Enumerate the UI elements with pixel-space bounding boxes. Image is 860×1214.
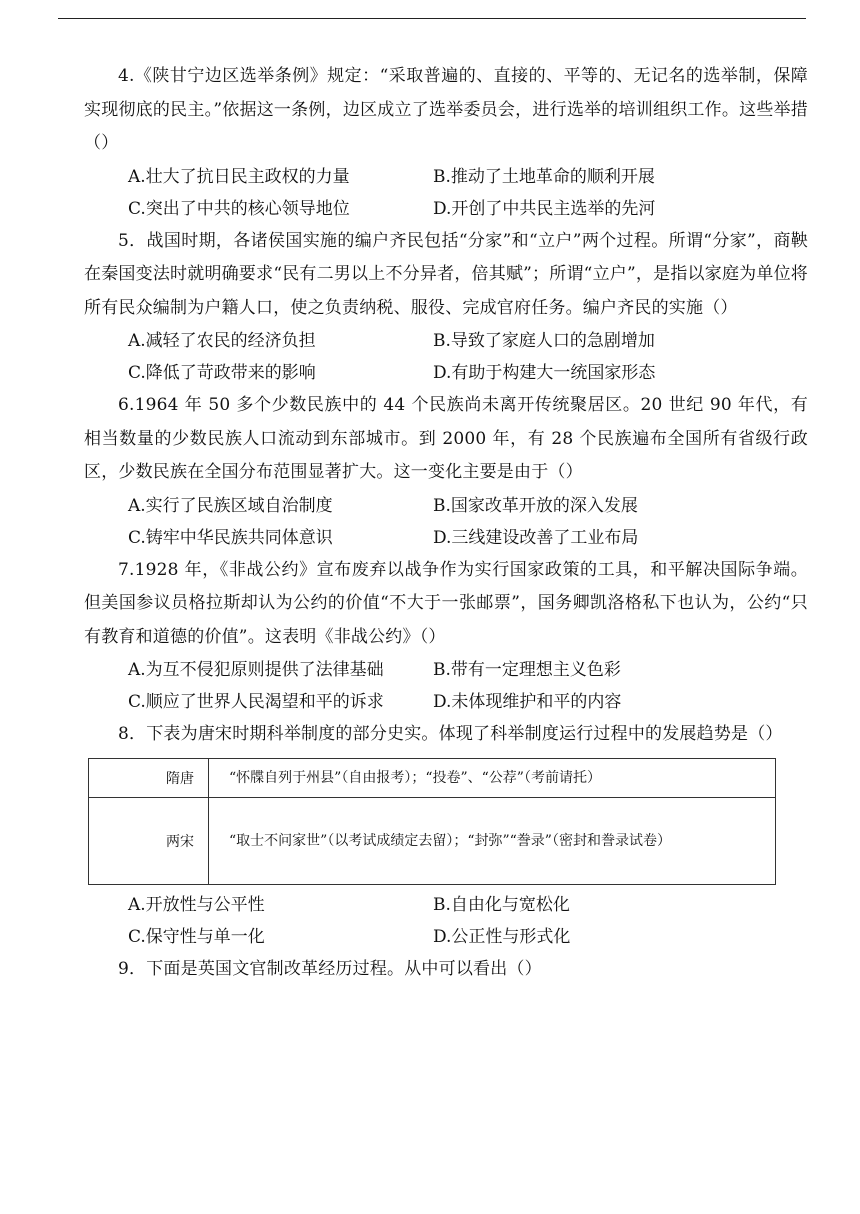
q6-option-b[interactable]: B.国家改革开放的深入发展 [433, 495, 638, 516]
q4-option-a[interactable]: A.壮大了抗日民主政权的力量 [128, 166, 350, 187]
exam-content [84, 60, 808, 986]
q7-option-a[interactable]: A.为互不侵犯原则提供了法律基础 [128, 660, 384, 680]
question-8-options [84, 889, 808, 953]
question-4-stem: 4.《陕甘宁边区选举条例》规定：“采取普遍的、直接的、平等的、无记名的选举制，保障实现彻底的民主。”依据这一条例，边区成立了选举委员会，进行选举的培训组织工作。这些举措（） [84, 66, 808, 153]
question-9-stem: 9．下面是英国文官制改革经历过程。从中可以看出（） [118, 958, 542, 979]
q8-option-d[interactable]: D.公正性与形式化 [433, 926, 571, 947]
q8-option-a[interactable]: A.开放性与公平性 [128, 894, 265, 915]
q5-option-d[interactable]: D.有助于构建大一统国家形态 [433, 363, 656, 383]
question-7-stem: 7.1928 年，《非战公约》宣布废弃以战争作为实行国家政策的工具，和平解决国际争端。但美国参议员格拉斯却认为公约的价值“不大于一张邮票”，国务卿凯洛格私下也认为，公约“只有教育和道德的价值”。这表明《非战公约》（） [84, 559, 808, 647]
question-5-options [84, 325, 808, 389]
question-5-stem: 5．战国时期，各诸侯国实施的编户齐民包括“分家”和“立户”两个过程。所谓“分家”，商鞅在秦国变法时就明确要求“民有二男以上不分异者，倍其赋”；所谓“立户”，是指以家庭为单位将所有民众编制为户籍人口，使之负责纳税、服役、完成官府任务。编户齐民的实施（） [84, 230, 808, 318]
q7-option-c[interactable]: C.顺应了世界人民渴望和平的诉求 [128, 692, 384, 712]
question-4-options [84, 161, 808, 225]
table-row [89, 758, 776, 797]
q8-option-c[interactable]: C.保守性与单一化 [128, 926, 265, 947]
question-8-stem: 8．下表为唐宋时期科举制度的部分史实。体现了科举制度运行过程中的发展趋势是（） [118, 724, 783, 744]
table-row [89, 797, 776, 884]
q7-option-d[interactable]: D.未体现维护和平的内容 [433, 692, 622, 712]
table-content-cell: “怀牒自列于州县”（自由报考）；“投卷”、“公荐”（考前请托） [209, 758, 776, 797]
header-rule [58, 18, 806, 19]
keju-history-table [88, 758, 776, 885]
q4-option-d[interactable]: D.开创了中共民主选举的先河 [433, 198, 656, 219]
question-6-stem: 6.1964 年 50 多个少数民族中的 44 个民族尚未离开传统聚居区。20 世纪 90 年代，有相当数量的少数民族人口流动到东部城市。到 2000 年，有 28 个民族遍布全国所有省级行政区，少数民族在全国分布范围显著扩大。这一变化主要是由于（） [84, 395, 808, 482]
q4-option-b[interactable]: B.推动了土地革命的顺利开展 [433, 166, 655, 187]
table-content-cell: “取士不问家世”（以考试成绩定去留）；“封弥”“誊录”（密封和誊录试卷） [209, 797, 776, 884]
q4-option-c[interactable]: C.突出了中共的核心领导地位 [128, 198, 350, 219]
q5-option-a[interactable]: A.减轻了农民的经济负担 [128, 331, 316, 351]
q7-option-b[interactable]: B.带有一定理想主义色彩 [433, 660, 621, 680]
q6-option-a[interactable]: A.实行了民族区域自治制度 [128, 495, 333, 516]
q6-option-d[interactable]: D.三线建设改善了工业布局 [433, 527, 639, 548]
q8-option-b[interactable]: B.自由化与宽松化 [433, 894, 570, 915]
q5-option-c[interactable]: C.降低了苛政带来的影响 [128, 363, 316, 383]
q6-option-c[interactable]: C.铸牢中华民族共同体意识 [128, 527, 333, 548]
table-era-cell: 两宋 [89, 797, 209, 884]
question-6-options [84, 490, 808, 554]
table-era-cell: 隋唐 [89, 758, 209, 797]
q5-option-b[interactable]: B.导致了家庭人口的急剧增加 [433, 331, 655, 351]
question-7-options [84, 654, 808, 718]
